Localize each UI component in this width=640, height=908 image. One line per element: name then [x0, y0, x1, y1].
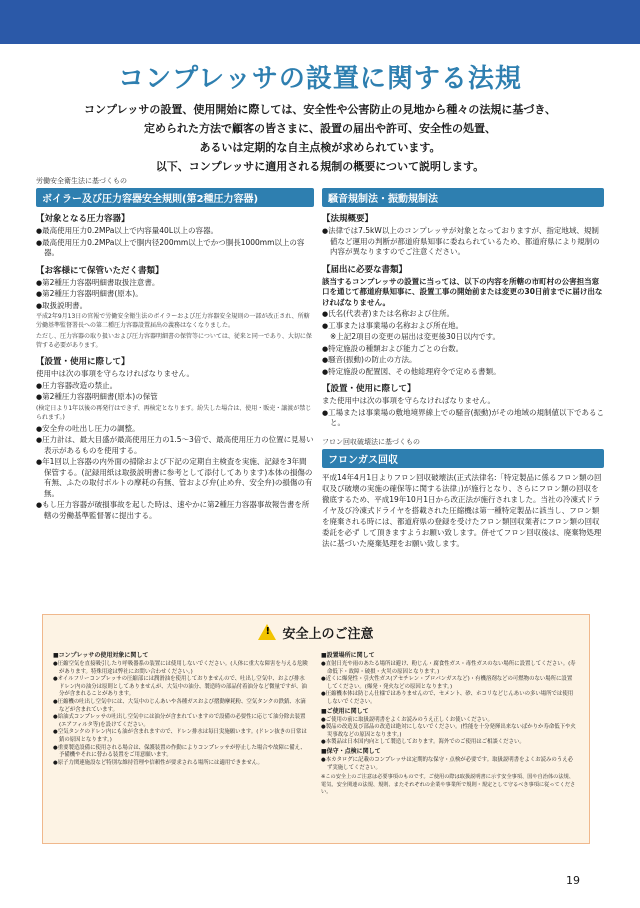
- safety-subheading: ■ 保守・点検に関して: [321, 748, 576, 756]
- safety-title: 安全上のご注意: [282, 627, 374, 642]
- safety-left-column: [53, 651, 308, 767]
- safety-box: [42, 614, 590, 844]
- section-title-freon: フロンガス回収: [322, 449, 604, 468]
- list-item: ● 安全弁の吐出し圧力の調整。: [36, 424, 314, 435]
- intro-line: 定められた方法で顧客の皆さまに、設置の届出や許可、安全性の処置、: [144, 122, 496, 135]
- list-item: ● 騒音(振動)の防止の方法。: [322, 355, 604, 366]
- boiler-section: [36, 176, 314, 522]
- safety-item: ● 空気タンクのドレン内にも油が含まれますので、ドレン排水は毎日実施願います。(ドレン抜きの日常は錆の原因となります。): [53, 729, 308, 744]
- summary-heading: 【法規概要】: [322, 214, 374, 224]
- safety-item: ● 製品の改造及び部品の改造は絶対にしないでください。(性能を十分発揮出来ないばかりか寿命低下や火災事故などの原因となります。): [321, 724, 576, 739]
- list-item: ● 工事または事業場の名称および所在地。: [322, 321, 604, 332]
- list-item: ● 第2種圧力容器明細書(原本)。: [36, 289, 314, 300]
- intro-line: コンプレッサの設置、使用開始に際しては、安全性や公害防止の見地から種々の法規に基づき、: [83, 103, 556, 116]
- list-item: ● 氏名(代表者)または名称および住所。: [322, 309, 604, 320]
- section-prelabel: 労働安全衛生法に基づくもの: [36, 177, 127, 185]
- noise-docs-note: ※上記2項目の変更の届出は変更後30日以内です。: [330, 332, 500, 341]
- safety-item: ● 圧縮機本体は防じん仕様ではありませんので、セメント、砂、ホコリなどじんあいの多い場所では使用しないでください。: [321, 691, 576, 706]
- safety-item: ● 原子力関連施設など特別な維持管理や信頼性が要求される場所には適用できません。: [53, 760, 308, 768]
- list-item: ● 最高使用圧力0.2MPa以上で内容量40L以上の容器。: [36, 226, 314, 237]
- freon-body: 平成14年4月1日よりフロン回収破壊法(正式法律名:「特定製品に係るフロン類の回収及び破壊の実施の確保等に関する法律」)が施行となり、さらにフロン類の回収を徹底するため、平成19年10月1日から改正法が施行されました。当社の冷凍式ドライヤ及び冷凍式ドライヤを搭載された圧縮機は第一種特定製品に該当し、フロン類を廃棄される時には、都道府県の登録を受けたフロン類回収業者にフロン類の回収委託を必ず して頂きますようお願い致します。併せてフロン回収後は、廃棄物処理法に基づいた廃棄処理をお願い致します。: [322, 472, 602, 548]
- list-item: ● 工場または事業場の敷地境界線上での騒音(振動)がその地域の規制値以下であること。: [322, 408, 604, 429]
- use-heading: 【設置・使用に際して】: [36, 357, 130, 367]
- section-prelabel: フロン回収破壊法に基づくもの: [322, 437, 420, 446]
- safety-item: ● 重要製造設備に使用される場合は、保護装置の作動によりコンプレッサが停止した場合や故障に備え、予備機やそれに替わる装置をご用意願います。: [53, 745, 308, 760]
- page-number: 19: [566, 874, 580, 887]
- list-item: ● 取扱説明書。: [36, 301, 314, 312]
- list-item: ● 第2種圧力容器明細書取扱注意書。: [36, 278, 314, 289]
- section-title-noise: 騒音規制法・振動規制法: [322, 188, 604, 207]
- summary-text: ● 法律では7.5kW以上のコンプレッサが対象となっておりますが、指定地域、規制値など運用の判断が都道府県知事に委ねられているため、都道府県により規制の内容が異なりますのでご注意ください。: [322, 226, 604, 258]
- safety-item: ● 直射日光や雨のあたる場所は避け、粉じん・腐食性ガス・毒性ガスのない場所に設置してください。(寿命低下・故障・破損・火災の原因となります。): [321, 661, 576, 676]
- use-lead: 使用中は次の事項を守らなければなりません。: [36, 369, 194, 378]
- safety-item: ● 給油式コンプレッサの吐出し空気中には油分が含まれていますので設備の必要性に応じて油分除去装置(エアフィルタ等)を設けてください。: [53, 714, 308, 729]
- docs-heading: 【お客様にて保管いただく書類】: [36, 265, 164, 276]
- noise-docs-lead: 該当するコンプレッサの設置に当っては、以下の内容を所轄の市町村の公害担当窓口を通じて都道府県知事に、設置工事の開始前または変更の30日前までに届け出なければなりません。: [322, 276, 603, 307]
- noise-use-lead: また使用中は次の事項を守らなければなりません。: [322, 396, 495, 405]
- warning-icon: [258, 624, 276, 640]
- page-title: コンプレッサの設置に関する法規: [118, 64, 522, 94]
- intro-text: [60, 100, 580, 176]
- intro-line: あるいは定期的な自主点検が求められています。: [199, 141, 441, 154]
- target-heading: 【対象となる圧力容器】: [36, 214, 130, 224]
- safety-subheading: ■ コンプレッサの使用対象に関して: [53, 652, 308, 660]
- noise-docs-heading: 【届出に必要な書類】: [322, 264, 408, 275]
- list-item: ● 第2種圧力容器明細書(原本)の保管: [36, 392, 314, 403]
- docs-note: 平成2年9月13日の官報で労働安全衛生法のボイラーおよび圧力容器安全規則の一部が改正され、所轄労働基準監督署長への第二種圧力容器設置届出の義務はなくなりました。: [36, 313, 310, 329]
- safety-heading: [43, 623, 589, 642]
- safety-item: ● 圧縮機の吐出し空気中には、大気中のじんあいや各種ガスおよび摺動摩耗粉、空気タンクの鉄錆、水滴などが含まれています。: [53, 699, 308, 714]
- list-item: ● 特定施設の種類および能力ごとの台数。: [322, 344, 604, 355]
- safety-item: ● オイルフリーコンプレッサの圧縮部には潤滑油を使用しておりませんので、吐出し空気中、および排水ドレン内の油分は原則としてありませんが、大気中の油分、製造時の部品付着油分など微量ですが、油分が含まれることがあります。: [53, 676, 308, 699]
- safety-item: ● 本カタログに記載のコンプレッサは定期的な保守・点検が必要です。取扱説明書をよくお読みのうえ必ず実施してください。: [321, 757, 576, 772]
- safety-item: ● 本製品は日本国内向として製造しております。海外でのご使用はご相談ください。: [321, 739, 576, 747]
- safety-subheading: ■ ご使用に関して: [321, 708, 576, 716]
- use-note: (検定日より1年以後の再発行はできず、再検定となります。紛失した場合は、使用・販売・譲渡が禁じられます。): [36, 404, 312, 421]
- list-item: ● 圧力容器改造の禁止。: [36, 381, 314, 392]
- noise-use-heading: 【設置・使用に際して】: [322, 384, 416, 394]
- safety-subheading: ■ 設置場所に関して: [321, 652, 576, 660]
- safety-right-column: [321, 651, 576, 796]
- docs-note: ただし、圧力容器の取り扱いおよび圧力容器明細書の保管等については、従来と同一であり、大切に保管する必要があります。: [36, 333, 312, 349]
- intro-line: 以下、コンプレッサに適用される規制の概要について説明します。: [155, 160, 485, 173]
- section-title-boiler: ボイラー及び圧力容器安全規則(第2種圧力容器): [36, 188, 314, 207]
- list-item: ● もし圧力容器が破損事故を起した時は、速やかに第2種圧力容器事故報告書を所轄の労働基準監督署に提出する。: [36, 500, 314, 521]
- list-item: ● 年1回以上容器の内外面の掃除および下記の定期自主検査を実施、記録を3年間保管する。(記録用紙は取扱説明書に参考として添付してあります)本体の損傷の有無、ふたの取付ボルトの摩耗の有無、管および弁(止め弁、安全弁)の損傷の有無。: [36, 457, 314, 499]
- safety-item: ● 近くに爆発性・引火性ガス(アセチレン・プロパンガスなど)・有機溶剤などの可燃物のない場所に設置してください。(爆発・発火などの原因となります。): [321, 676, 576, 691]
- header-bar: [0, 0, 640, 44]
- list-item: ● 圧力計は、最大目盛が最高使用圧力の1.5～3倍で、最高使用圧力の位置に見易い表示があるものを使用する。: [36, 435, 314, 456]
- list-item: ● 最高使用圧力0.2MPa以上で胴内径200mm以上でかつ胴長1000mm以上の容器。: [36, 238, 314, 259]
- safety-item: ● ご使用の前に取扱説明書をよくお読みのうえ正しくお使いください。: [321, 717, 576, 725]
- safety-item: ● 圧縮空気を直接吸引したり呼吸器系の装置には使用しないでください。(人体に重大な障害を与える危険があります。特殊用途は弊社にお問い合わせください。): [53, 661, 308, 676]
- noise-section: [322, 176, 604, 550]
- safety-footnote: ※この安全上のご注意は必要事項のものです。ご使用の際は取扱説明書に示す安全事項、国や自治体の法規、電気、安全関連の法規、規則、またそれぞれの企業や事業所で規則・規定として守るべき事項に従ってください。: [321, 774, 576, 795]
- list-item: ● 特定施設の配置図、その他総理府令で定める書類。: [322, 367, 604, 378]
